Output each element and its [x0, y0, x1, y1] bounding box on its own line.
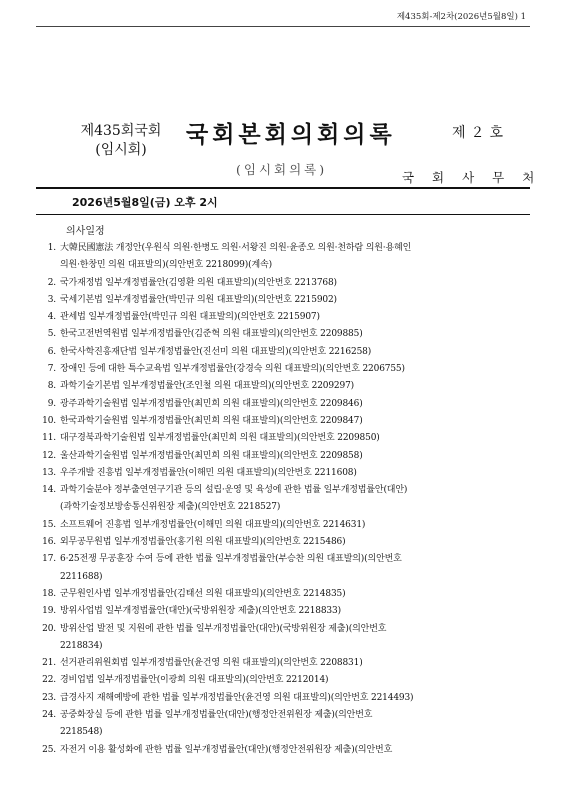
agenda-item [36, 309, 530, 326]
agenda-item-text: 대구경북과학기술원법 일부개정법률안(최민희 의원 대표발의)(의안번호 2209850) [60, 433, 380, 444]
agenda-item [36, 292, 530, 309]
agenda-item-number: 5. [47, 329, 56, 340]
agenda-item [36, 534, 530, 551]
header-rule [36, 26, 530, 27]
agenda-item-number: 14. [42, 485, 56, 496]
agenda-item-number: 19. [42, 606, 56, 617]
agenda-item-number: 11. [42, 433, 56, 444]
agenda-item-text: 6·25전쟁 무공훈장 수여 등에 관한 법률 일부개정법률안(부승찬 의원 대표발의)(의안번호 2211688) [60, 554, 402, 582]
agenda-item [36, 621, 530, 656]
agenda-item-text: 방위사업법 일부개정법률안(대안)(국방위원장 제출)(의안번호 2218833) [60, 606, 341, 617]
agenda-item [36, 465, 530, 482]
page-header: 제435회-제2차(2026년5월8일) 1 [396, 12, 526, 22]
agenda-item-text: 소프트웨어 진흥법 일부개정법률안(이해민 의원 대표발의)(의안번호 2214631) [60, 519, 366, 530]
agenda-item-text: 급경사지 재해예방에 관한 법률 일부개정법률안(윤건영 의원 대표발의)(의안번호 2214493) [60, 692, 414, 703]
document-subtitle: (임시회의록) [236, 162, 328, 177]
agenda-item-number: 12. [42, 450, 56, 461]
agenda-item-number: 9. [47, 398, 56, 409]
agenda-item-text: 경비업법 일부개정법률안(이광희 의원 대표발의)(의안번호 2212014) [60, 675, 329, 686]
agenda-item-number: 16. [42, 537, 56, 548]
agenda-item-text: 광주과학기술원법 일부개정법률안(최민희 의원 대표발의)(의안번호 2209846) [60, 398, 363, 409]
agenda-item-number: 20. [42, 623, 56, 634]
session-number: 제435회국회 [80, 123, 162, 139]
agenda-item-text: 과학기술기본법 일부개정법률안(조인철 의원 대표발의)(의안번호 2209297) [60, 381, 355, 392]
agenda-item [36, 378, 530, 395]
agenda-item [36, 655, 530, 672]
agenda-list [36, 240, 530, 759]
meeting-date: 2026년5월8일(금) 오후 2시 [72, 196, 218, 209]
agenda-item [36, 344, 530, 361]
agenda-item-number: 8. [47, 381, 56, 392]
title-divider [36, 187, 530, 189]
agenda-item-text: 군무원인사법 일부개정법률안(김태선 의원 대표발의)(의안번호 2214835) [60, 588, 346, 599]
agenda-item-text: 한국과학기술원법 일부개정법률안(최민희 의원 대표발의)(의안번호 2209847) [60, 415, 363, 426]
date-divider [36, 214, 530, 215]
agenda-item [36, 586, 530, 603]
agenda-item [36, 707, 530, 742]
agenda-item-number: 15. [42, 519, 56, 530]
agenda-item-text: 국세기본법 일부개정법률안(박민규 의원 대표발의)(의안번호 2215902) [60, 294, 337, 305]
agenda-item-text: 선거관리위원회법 일부개정법률안(윤건영 의원 대표발의)(의안번호 2208831) [60, 658, 363, 669]
session-type: (임시회) [95, 142, 147, 158]
agenda-item-text: 관세법 일부개정법률안(박민규 의원 대표발의)(의안번호 2215907) [60, 312, 320, 323]
agenda-item-text: 우주개발 진흥법 일부개정법률안(이해민 의원 대표발의)(의안번호 2211608) [60, 467, 357, 478]
agenda-item-number: 24. [42, 710, 56, 721]
agenda-item [36, 240, 530, 275]
agenda-item-number: 13. [42, 467, 56, 478]
agenda-item-text: 한국사학진흥재단법 일부개정법률안(진선미 의원 대표발의)(의안번호 2216258) [60, 346, 372, 357]
agenda-item [36, 361, 530, 378]
agenda-item-text: 국가재정법 일부개정법률안(김영환 의원 대표발의)(의안번호 2213768) [60, 277, 337, 288]
agenda-item [36, 326, 530, 343]
agenda-item-text: 방위산업 발전 및 지원에 관한 법률 일부개정법률안(대안)(국방위원장 제출)(의안번호 2218834) [60, 623, 387, 651]
agenda-item [36, 430, 530, 447]
agenda-item-number: 7. [47, 364, 56, 375]
agenda-item [36, 517, 530, 534]
agenda-item-text: 大韓民國憲法 개정안(우원식 의원·한병도 의원·서왕진 의원·윤종오 의원·천하람 의원·용혜인 의원·한창민 의원 대표발의)(의안번호 2218099)(계속) [60, 243, 412, 271]
agenda-heading: 의사일정 [66, 226, 105, 237]
agenda-item [36, 448, 530, 465]
publisher: 국 회 사 무 처 [402, 170, 542, 185]
agenda-item-number: 3. [47, 294, 56, 305]
document-title: 국회본회의회의록 [186, 121, 396, 148]
agenda-item-number: 22. [42, 675, 56, 686]
agenda-item [36, 742, 530, 759]
agenda-item [36, 482, 530, 517]
agenda-item-text: 과학기술분야 정부출연연구기관 등의 설립·운영 및 육성에 관한 법률 일부개정법률안(대안) (과학기술정보방송통신위원장 제출)(의안번호 2218527) [60, 485, 408, 513]
agenda-item-number: 1. [47, 243, 56, 253]
agenda-item-number: 21. [42, 658, 56, 669]
agenda-item [36, 275, 530, 292]
agenda-item [36, 690, 530, 707]
agenda-item-number: 4. [47, 312, 56, 323]
agenda-item-number: 25. [42, 744, 56, 755]
agenda-item [36, 551, 530, 586]
agenda-item-text: 한국고전번역원법 일부개정법률안(김준혁 의원 대표발의)(의안번호 2209885) [60, 329, 363, 340]
agenda-item-text: 공중화장실 등에 관한 법률 일부개정법률안(대안)(행정안전위원장 제출)(의안번호 2218548) [60, 710, 373, 738]
agenda-item [36, 672, 530, 689]
agenda-item-number: 2. [47, 277, 56, 288]
agenda-item-number: 23. [42, 692, 56, 703]
agenda-item-number: 17. [42, 554, 56, 565]
agenda-item [36, 603, 530, 620]
agenda-item [36, 396, 530, 413]
agenda-item-text: 자전거 이용 활성화에 관한 법률 일부개정법률안(대안)(행정안전위원장 제출)(의안번호 [60, 744, 393, 755]
agenda-item-text: 장애인 등에 대한 특수교육법 일부개정법률안(강경숙 의원 대표발의)(의안번호 2206755) [60, 364, 405, 375]
agenda-item-text: 울산과학기술원법 일부개정법률안(최민희 의원 대표발의)(의안번호 2209858) [60, 450, 363, 461]
agenda-item [36, 413, 530, 430]
agenda-item-number: 18. [42, 588, 56, 599]
session-info [66, 122, 176, 160]
issue-number: 제２호 [452, 125, 509, 141]
agenda-item-number: 6. [47, 346, 56, 357]
agenda-item-text: 외무공무원법 일부개정법률안(홍기원 의원 대표발의)(의안번호 2215486) [60, 537, 346, 548]
agenda-item-number: 10. [42, 415, 56, 426]
